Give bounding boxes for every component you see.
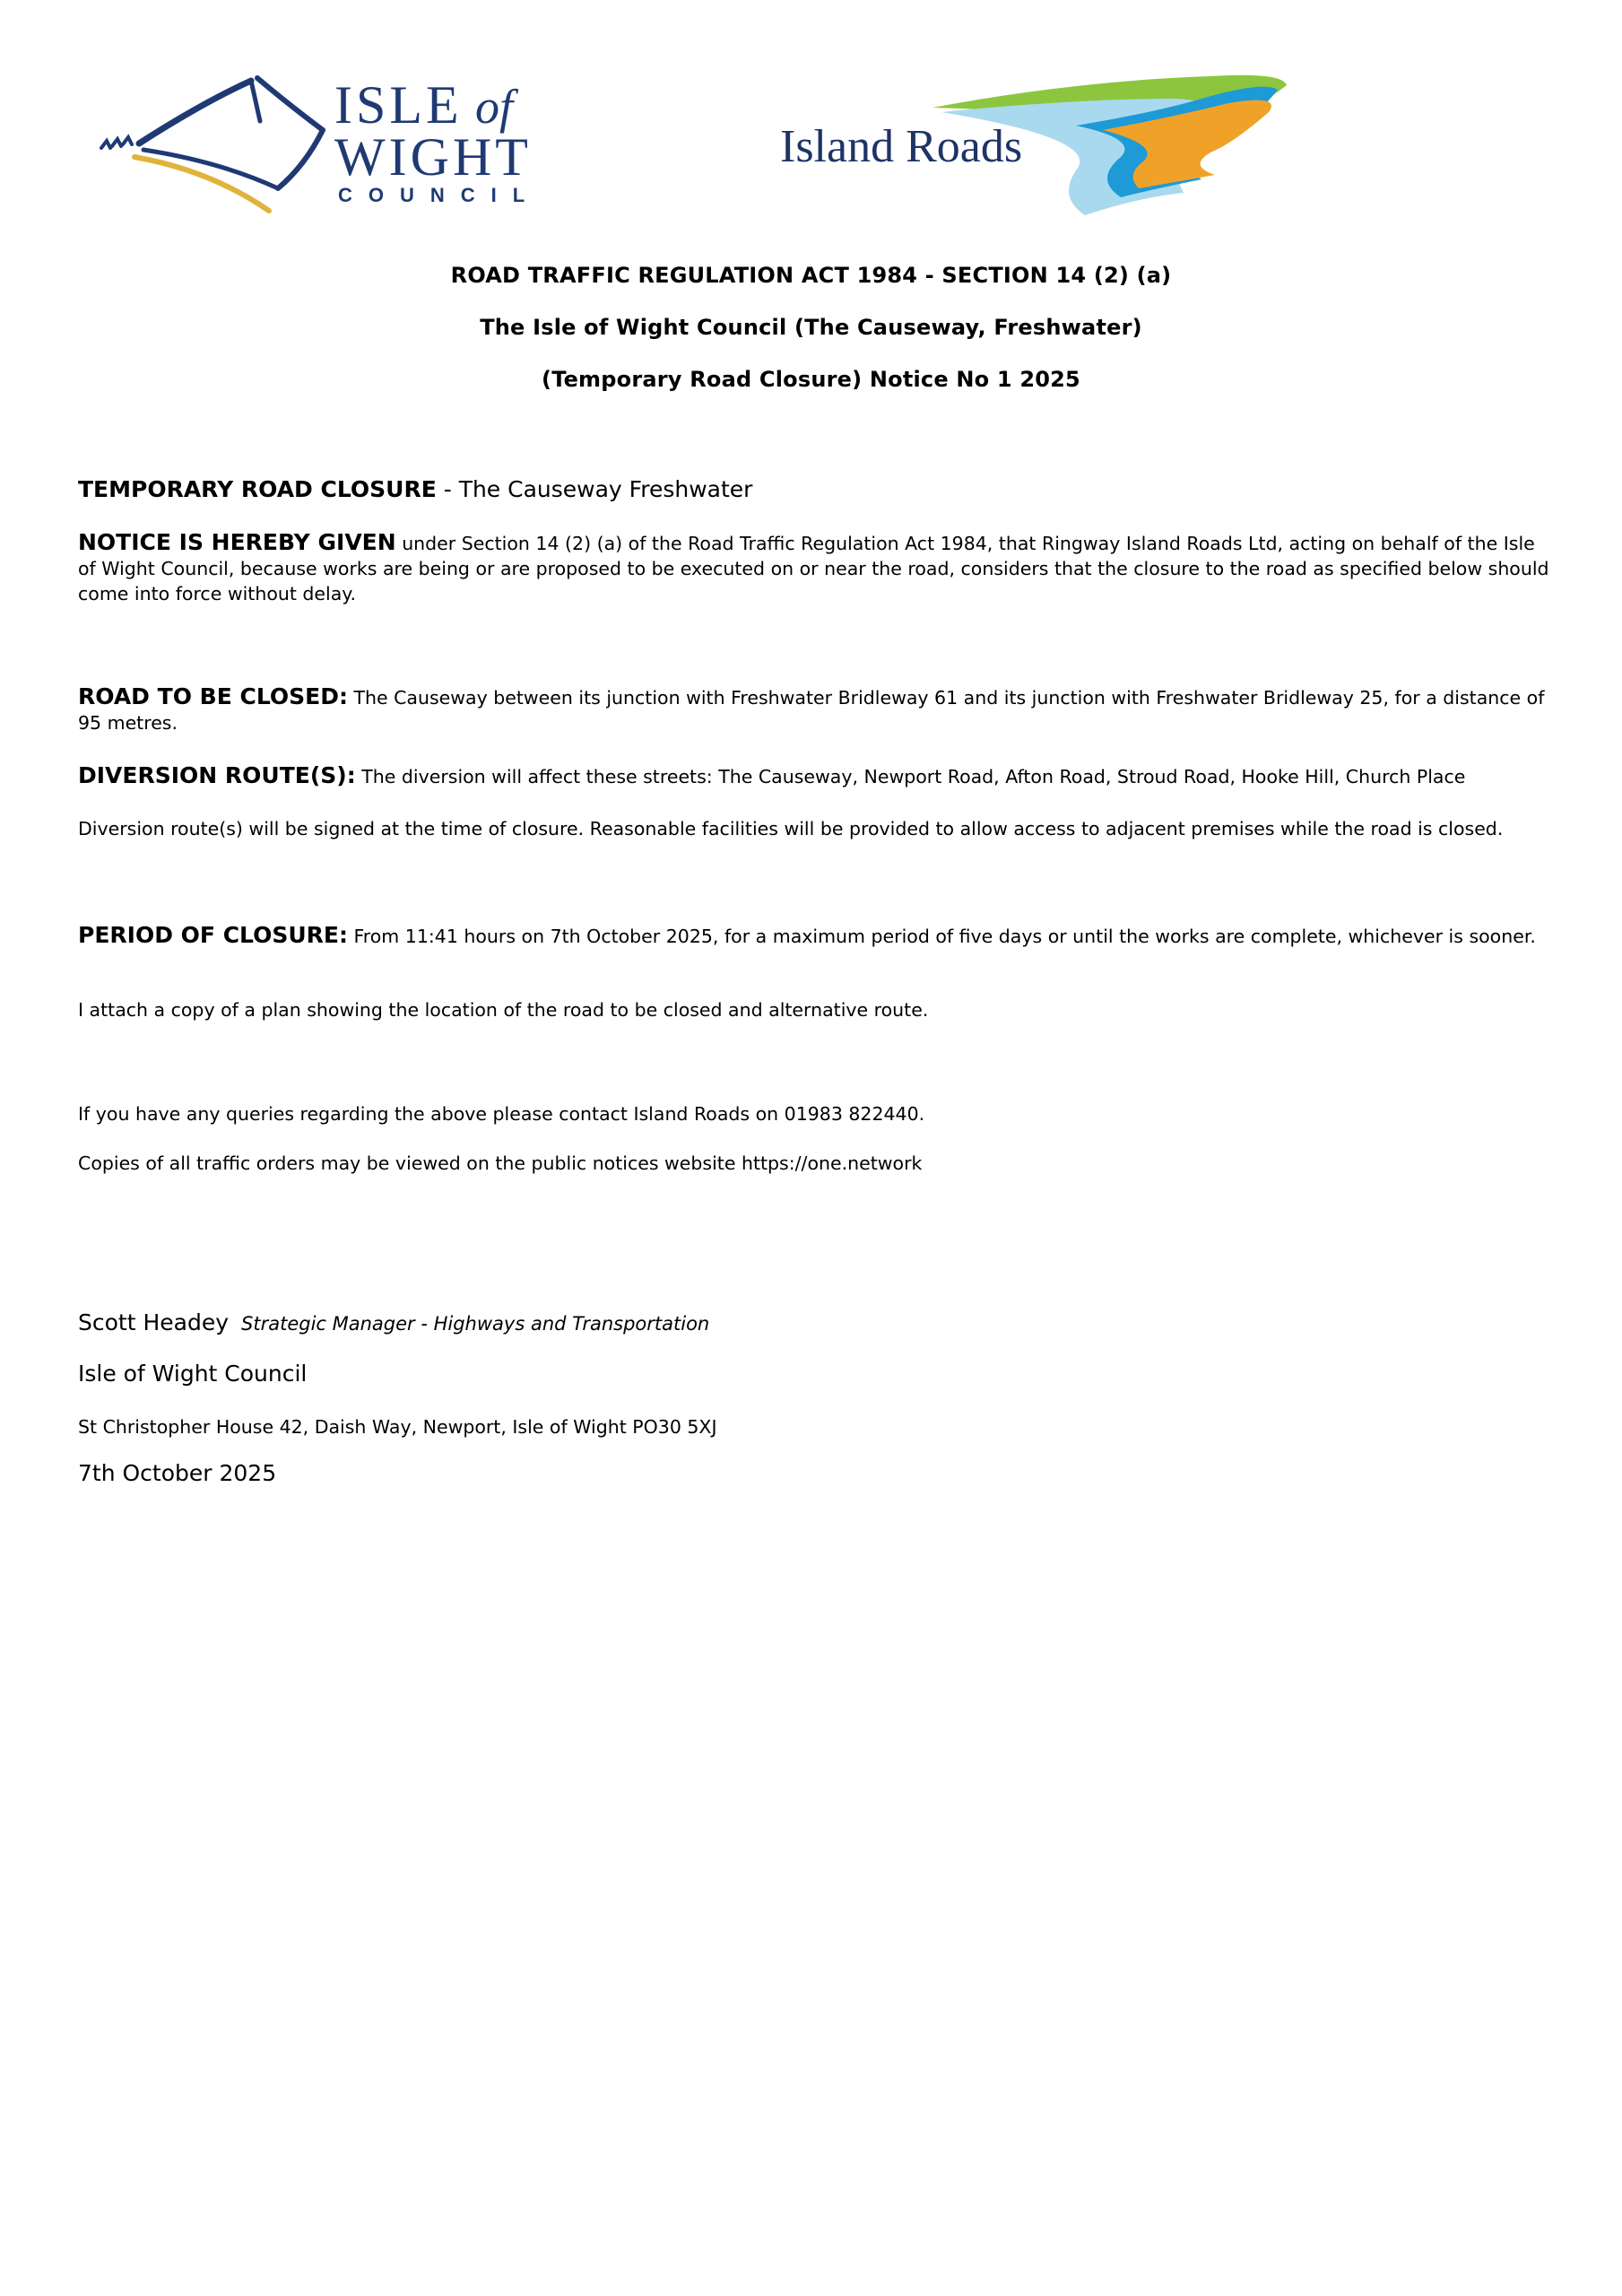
notice-label: NOTICE IS HEREBY GIVEN [78, 529, 396, 555]
road-closed-text: The Causeway between its junction with Freshwater Bridleway 61 and its junction with Freshwater Bridleway 25, for a distance of 95 metres. [78, 687, 1545, 734]
signature-line [78, 1310, 1557, 1336]
road-closed-paragraph [78, 684, 1557, 735]
closure-title-label: TEMPORARY ROAD CLOSURE [78, 476, 437, 502]
diversion-signed-text: Diversion route(s) will be signed at the time of closure. Reasonable facilities will be provided to allow access to adjacent premises while the road is closed. [78, 818, 1504, 839]
period-label: PERIOD OF CLOSURE: [78, 922, 348, 948]
isle-of-wight-council-logo [94, 67, 560, 229]
period-text: From 11:41 hours on 7th October 2025, for a maximum period of five days or until the works are complete, whichever is sooner. [347, 926, 1536, 947]
closure-title-text: - The Causeway Freshwater [436, 476, 753, 502]
island-roads-logo [780, 63, 1309, 220]
notice-paragraph [78, 530, 1557, 606]
iow-logo-of: of [475, 80, 514, 134]
iow-logo-line3: COUNCIL [338, 184, 542, 206]
plan-text: I attach a copy of a plan showing the location of the road to be closed and alternative route. [78, 999, 929, 1021]
notice-date: 7th October 2025 [78, 1460, 277, 1486]
diversion-paragraph [78, 763, 1557, 789]
queries-text: If you have any queries regarding the above please contact Island Roads on 01983 822440. [78, 1103, 925, 1125]
act-heading: ROAD TRAFFIC REGULATION ACT 1984 - SECTION 14 (2) (a) [450, 263, 1172, 288]
signer-address: St Christopher House 42, Daish Way, Newport, Isle of Wight PO30 5XJ [78, 1416, 717, 1438]
copies-text: Copies of all traffic orders may be viewed on the public notices website https://one.network [78, 1152, 923, 1174]
order-heading: The Isle of Wight Council (The Causeway, Freshwater) [480, 315, 1142, 340]
closure-title [78, 477, 1557, 503]
signer-org: Isle of Wight Council [78, 1361, 308, 1387]
notice-text: under Section 14 (2) (a) of the Road Traffic Regulation Act 1984, that Ringway Island Roads Ltd, acting on behalf of the Isle of Wight Council, because works are being or are proposed to be executed on or near the road, considers that the closure to the road as specified below should come into force without delay. [78, 533, 1549, 604]
road-closed-label: ROAD TO BE CLOSED: [78, 683, 348, 709]
diversion-label: DIVERSION ROUTE(S): [78, 762, 356, 788]
iow-logo-line2: WIGHT [334, 127, 532, 187]
signer-name: Scott Headey [78, 1309, 230, 1335]
period-paragraph [78, 923, 1557, 949]
island-roads-logo-text: Island Roads [780, 121, 1023, 172]
diversion-text: The diversion will affect these streets: The Causeway, Newport Road, Afton Road, Stroud Road, Hooke Hill, Church Place [355, 766, 1466, 787]
notice-heading: (Temporary Road Closure) Notice No 1 2025 [542, 367, 1080, 392]
signer-role: Strategic Manager - Highways and Transportation [241, 1313, 710, 1335]
iow-logo-line1: ISLE [334, 75, 463, 135]
